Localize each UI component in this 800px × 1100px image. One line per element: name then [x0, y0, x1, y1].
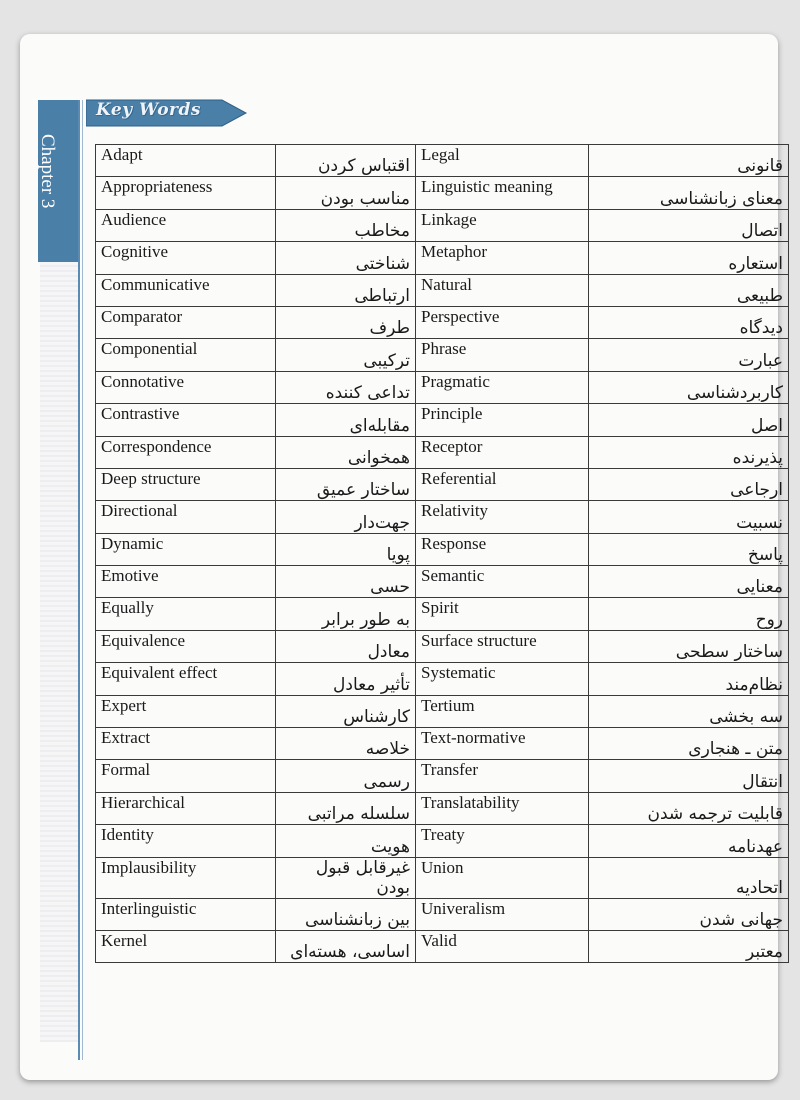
term-english: Receptor	[416, 436, 589, 468]
term-english: Comparator	[96, 306, 276, 338]
term-english: Connotative	[96, 371, 276, 403]
term-english: Systematic	[416, 663, 589, 695]
term-persian: نسبیت	[589, 501, 789, 533]
term-english: Response	[416, 533, 589, 565]
term-persian: جهانی شدن	[589, 898, 789, 930]
term-persian: کارشناس	[276, 695, 416, 727]
term-persian: عهدنامه	[589, 825, 789, 857]
table-row	[96, 630, 789, 662]
table-row	[96, 339, 789, 371]
term-english: Dynamic	[96, 533, 276, 565]
term-english: Equivalent effect	[96, 663, 276, 695]
table-row	[96, 825, 789, 857]
table-row	[96, 436, 789, 468]
term-english: Hierarchical	[96, 792, 276, 824]
term-english: Equivalence	[96, 630, 276, 662]
term-english: Linkage	[416, 209, 589, 241]
table-row	[96, 274, 789, 306]
term-english: Perspective	[416, 306, 589, 338]
term-persian: تداعی کننده	[276, 371, 416, 403]
term-persian: نظام‌مند	[589, 663, 789, 695]
term-persian: سه بخشی	[589, 695, 789, 727]
term-persian: معتبر	[589, 930, 789, 962]
table-row	[96, 501, 789, 533]
term-persian: معادل	[276, 630, 416, 662]
term-persian: ارجاعی	[589, 468, 789, 500]
table-row	[96, 371, 789, 403]
term-persian: شناختی	[276, 242, 416, 274]
term-english: Surface structure	[416, 630, 589, 662]
term-english: Correspondence	[96, 436, 276, 468]
term-english: Semantic	[416, 566, 589, 598]
term-persian: اساسی، هسته‌ای	[276, 930, 416, 962]
term-english: Appropriateness	[96, 177, 276, 209]
term-english: Valid	[416, 930, 589, 962]
table-row	[96, 404, 789, 436]
term-english: Emotive	[96, 566, 276, 598]
glossary-table	[95, 144, 789, 963]
term-english: Deep structure	[96, 468, 276, 500]
term-english: Pragmatic	[416, 371, 589, 403]
term-english: Kernel	[96, 930, 276, 962]
term-persian: تأثیر معادل	[276, 663, 416, 695]
table-row	[96, 145, 789, 177]
term-english: Relativity	[416, 501, 589, 533]
term-english: Linguistic meaning	[416, 177, 589, 209]
term-english: Tertium	[416, 695, 589, 727]
term-persian: طبیعی	[589, 274, 789, 306]
term-persian: حسی	[276, 566, 416, 598]
term-persian: اقتباس کردن	[276, 145, 416, 177]
margin-watermark	[40, 262, 78, 1042]
term-persian: طرف	[276, 306, 416, 338]
term-english: Metaphor	[416, 242, 589, 274]
table-row	[96, 930, 789, 962]
term-persian: سلسله مراتبی	[276, 792, 416, 824]
table-row	[96, 533, 789, 565]
table-row	[96, 663, 789, 695]
term-persian: جهت‌دار	[276, 501, 416, 533]
term-english: Translatability	[416, 792, 589, 824]
term-english: Directional	[96, 501, 276, 533]
term-persian: روح	[589, 598, 789, 630]
margin-rule-thin	[82, 100, 83, 1060]
term-english: Formal	[96, 760, 276, 792]
term-persian: خلاصه	[276, 728, 416, 760]
term-persian: ساختار سطحی	[589, 630, 789, 662]
term-persian: ارتباطی	[276, 274, 416, 306]
term-english: Identity	[96, 825, 276, 857]
term-persian: متن ـ هنجاری	[589, 728, 789, 760]
term-persian: پاسخ	[589, 533, 789, 565]
term-english: Expert	[96, 695, 276, 727]
term-persian: دیدگاه	[589, 306, 789, 338]
term-english: Communicative	[96, 274, 276, 306]
term-persian: استعاره	[589, 242, 789, 274]
term-persian: پذیرنده	[589, 436, 789, 468]
term-english: Adapt	[96, 145, 276, 177]
table-row	[96, 728, 789, 760]
term-persian: ساختار عمیق	[276, 468, 416, 500]
term-persian: اتحادیه	[589, 857, 789, 898]
term-persian: انتقال	[589, 760, 789, 792]
term-english: Text-normative	[416, 728, 589, 760]
table-row	[96, 209, 789, 241]
term-english: Equally	[96, 598, 276, 630]
table-row	[96, 857, 789, 898]
margin-rule	[78, 100, 80, 1060]
term-english: Natural	[416, 274, 589, 306]
term-english: Cognitive	[96, 242, 276, 274]
table-row	[96, 306, 789, 338]
term-english: Spirit	[416, 598, 589, 630]
glossary-body	[96, 145, 789, 963]
term-persian: قانونی	[589, 145, 789, 177]
term-english: Treaty	[416, 825, 589, 857]
term-persian: مخاطب	[276, 209, 416, 241]
chapter-label: Chapter 3	[37, 134, 58, 209]
term-persian: ترکیبی	[276, 339, 416, 371]
term-english: Interlinguistic	[96, 898, 276, 930]
term-persian: به طور برابر	[276, 598, 416, 630]
term-persian: هویت	[276, 825, 416, 857]
term-persian: رسمی	[276, 760, 416, 792]
table-row	[96, 898, 789, 930]
term-persian: اصل	[589, 404, 789, 436]
term-english: Audience	[96, 209, 276, 241]
term-persian: عبارت	[589, 339, 789, 371]
term-persian: معنایی	[589, 566, 789, 598]
term-english: Principle	[416, 404, 589, 436]
term-english: Univeralism	[416, 898, 589, 930]
term-english: Phrase	[416, 339, 589, 371]
table-row	[96, 598, 789, 630]
term-persian: مقابله‌ای	[276, 404, 416, 436]
term-persian: همخوانی	[276, 436, 416, 468]
term-english: Extract	[96, 728, 276, 760]
term-persian: کاربردشناسی	[589, 371, 789, 403]
term-persian: غیرقابل قبول بودن	[276, 857, 416, 898]
term-persian: معنای زبانشناسی	[589, 177, 789, 209]
table-row	[96, 792, 789, 824]
term-english: Union	[416, 857, 589, 898]
term-persian: بین زبانشناسی	[276, 898, 416, 930]
term-english: Contrastive	[96, 404, 276, 436]
table-row	[96, 760, 789, 792]
term-english: Legal	[416, 145, 589, 177]
key-words-heading: Key Words	[96, 100, 201, 120]
term-persian: قابلیت ترجمه شدن	[589, 792, 789, 824]
term-english: Implausibility	[96, 857, 276, 898]
table-row	[96, 695, 789, 727]
term-english: Transfer	[416, 760, 589, 792]
term-persian: اتصال	[589, 209, 789, 241]
table-row	[96, 566, 789, 598]
term-persian: پویا	[276, 533, 416, 565]
term-english: Referential	[416, 468, 589, 500]
table-row	[96, 242, 789, 274]
table-row	[96, 468, 789, 500]
table-row	[96, 177, 789, 209]
term-persian: مناسب بودن	[276, 177, 416, 209]
term-english: Componential	[96, 339, 276, 371]
